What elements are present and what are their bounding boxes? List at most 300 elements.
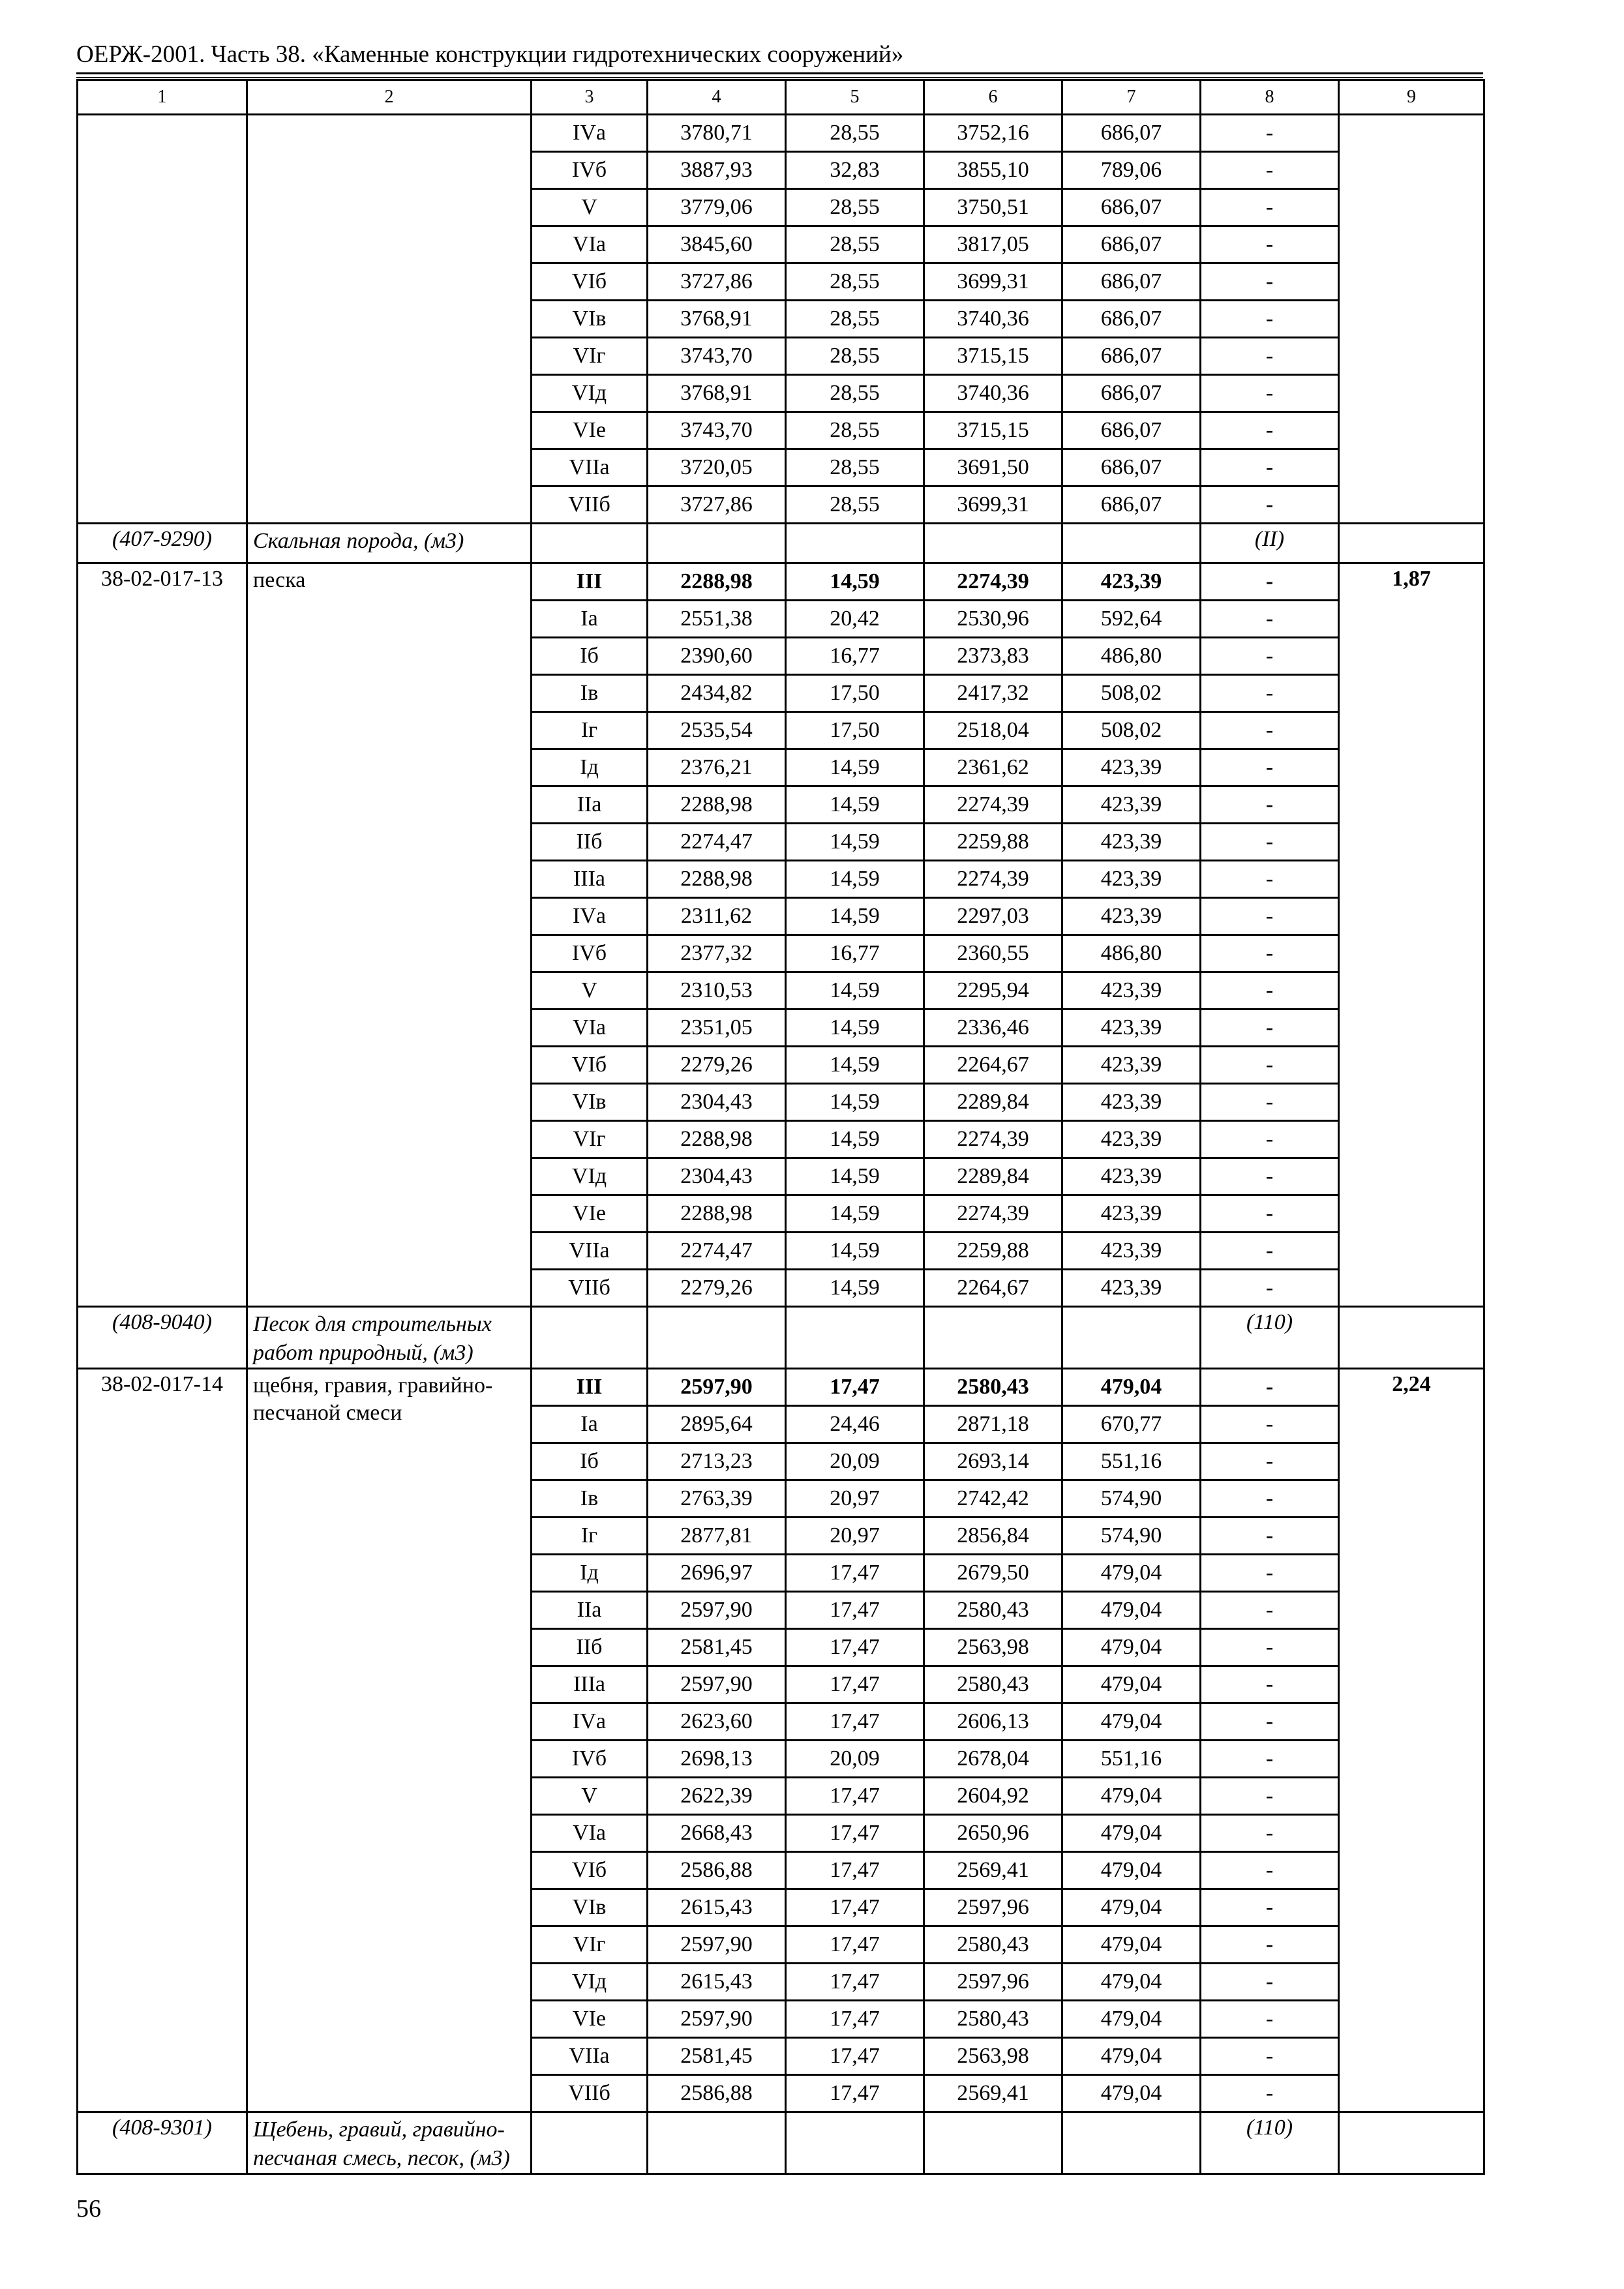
materials: - — [1201, 935, 1339, 972]
total-cost: 2551,38 — [648, 601, 786, 638]
total-cost: 2597,90 — [648, 1666, 786, 1703]
machine-cost: 3699,31 — [924, 263, 1062, 301]
total-cost: 2304,43 — [648, 1158, 786, 1195]
wages: 17,47 — [786, 1555, 924, 1592]
header-rule — [76, 72, 1483, 74]
wages: 14,59 — [786, 824, 924, 861]
zone-name: VIв — [532, 301, 648, 338]
wages: 17,47 — [786, 1778, 924, 1815]
zone-name: VIд — [532, 375, 648, 412]
machinist-wages: 574,90 — [1062, 1480, 1201, 1518]
zone-name: VIе — [532, 412, 648, 449]
machinist-wages: 479,04 — [1062, 1778, 1201, 1815]
materials: - — [1201, 1010, 1339, 1047]
machine-cost: 2289,84 — [924, 1158, 1062, 1195]
materials: - — [1201, 1926, 1339, 1964]
wages: 14,59 — [786, 749, 924, 786]
material-code: (408-9040) — [78, 1307, 247, 1369]
total-cost: 2615,43 — [648, 1964, 786, 2001]
machine-cost: 2569,41 — [924, 1852, 1062, 1889]
machine-cost: 2264,67 — [924, 1047, 1062, 1084]
materials: - — [1201, 861, 1339, 898]
header-rule-thin — [76, 77, 1483, 78]
zone-name: IVа — [532, 115, 648, 152]
materials: - — [1201, 263, 1339, 301]
machine-cost: 2742,42 — [924, 1480, 1062, 1518]
total-cost: 3779,06 — [648, 189, 786, 226]
materials: - — [1201, 786, 1339, 824]
machine-cost: 2530,96 — [924, 601, 1062, 638]
wages: 17,47 — [786, 1964, 924, 2001]
wages: 17,47 — [786, 2038, 924, 2075]
total-cost: 2376,21 — [648, 749, 786, 786]
zone-name: IIIа — [532, 861, 648, 898]
total-cost: 3887,93 — [648, 152, 786, 189]
total-cost: 2581,45 — [648, 2038, 786, 2075]
zone-name: IVб — [532, 935, 648, 972]
machinist-wages: 686,07 — [1062, 338, 1201, 375]
machine-cost: 2289,84 — [924, 1084, 1062, 1121]
total-cost: 2895,64 — [648, 1406, 786, 1443]
wages: 17,47 — [786, 1852, 924, 1889]
machinist-wages: 423,39 — [1062, 1233, 1201, 1270]
wages: 17,47 — [786, 2001, 924, 2038]
machinist-wages: 789,06 — [1062, 152, 1201, 189]
wages: 24,46 — [786, 1406, 924, 1443]
machinist-wages: 686,07 — [1062, 449, 1201, 486]
wages: 14,59 — [786, 972, 924, 1010]
total-cost: 2304,43 — [648, 1084, 786, 1121]
machinist-wages: 479,04 — [1062, 1815, 1201, 1852]
materials: - — [1201, 1121, 1339, 1158]
materials: - — [1201, 1852, 1339, 1889]
zone-name: III — [532, 563, 648, 601]
machine-cost: 2563,98 — [924, 1629, 1062, 1666]
total-cost: 2763,39 — [648, 1480, 786, 1518]
wages: 14,59 — [786, 786, 924, 824]
work-name: песка — [247, 563, 532, 1307]
materials: - — [1201, 1815, 1339, 1852]
machinist-wages: 479,04 — [1062, 2001, 1201, 2038]
total-cost: 3743,70 — [648, 412, 786, 449]
machine-cost: 2274,39 — [924, 1195, 1062, 1233]
wages: 14,59 — [786, 1195, 924, 1233]
wages: 17,47 — [786, 2075, 924, 2112]
materials: - — [1201, 1406, 1339, 1443]
materials: - — [1201, 115, 1339, 152]
machinist-wages: 479,04 — [1062, 1852, 1201, 1889]
column-number: 4 — [648, 80, 786, 115]
material-name: Песок для строительных работ природный, (м3) — [247, 1307, 532, 1369]
materials: - — [1201, 563, 1339, 601]
total-cost: 2713,23 — [648, 1443, 786, 1480]
machinist-wages: 423,39 — [1062, 824, 1201, 861]
wages: 28,55 — [786, 263, 924, 301]
machine-cost: 2274,39 — [924, 563, 1062, 601]
machine-cost: 2274,39 — [924, 786, 1062, 824]
zone-name: VIIб — [532, 1270, 648, 1307]
zone-name: IIIа — [532, 1666, 648, 1703]
zone-name: VIг — [532, 1926, 648, 1964]
machine-cost: 2580,43 — [924, 1369, 1062, 1406]
total-cost: 2288,98 — [648, 1121, 786, 1158]
machinist-wages: 670,77 — [1062, 1406, 1201, 1443]
machine-cost: 3740,36 — [924, 301, 1062, 338]
machine-cost: 2336,46 — [924, 1010, 1062, 1047]
work-name — [247, 115, 532, 524]
machine-cost: 3752,16 — [924, 115, 1062, 152]
machine-cost: 2361,62 — [924, 749, 1062, 786]
total-cost: 3727,86 — [648, 263, 786, 301]
zone-name: IVб — [532, 1741, 648, 1778]
wages: 14,59 — [786, 1121, 924, 1158]
price-code: 38-02-017-14 — [78, 1369, 247, 2112]
machinist-wages: 479,04 — [1062, 1629, 1201, 1666]
materials: - — [1201, 1195, 1339, 1233]
labor-coefficient: 1,87 — [1339, 563, 1484, 1307]
machinist-wages: 423,39 — [1062, 1047, 1201, 1084]
wages: 17,47 — [786, 1889, 924, 1926]
machine-cost: 3740,36 — [924, 375, 1062, 412]
wages: 14,59 — [786, 563, 924, 601]
machine-cost: 2259,88 — [924, 1233, 1062, 1270]
materials: - — [1201, 189, 1339, 226]
machinist-wages: 686,07 — [1062, 263, 1201, 301]
zone-name: IIб — [532, 824, 648, 861]
zone-name: VIд — [532, 1964, 648, 2001]
machine-cost: 3715,15 — [924, 338, 1062, 375]
column-number: 9 — [1339, 80, 1484, 115]
wages: 14,59 — [786, 1084, 924, 1121]
wages: 14,59 — [786, 1047, 924, 1084]
machinist-wages: 479,04 — [1062, 2038, 1201, 2075]
machine-cost: 2678,04 — [924, 1741, 1062, 1778]
machine-cost: 2295,94 — [924, 972, 1062, 1010]
wages: 17,50 — [786, 712, 924, 749]
zone-name: VIе — [532, 2001, 648, 2038]
machinist-wages: 423,39 — [1062, 786, 1201, 824]
zone-name: V — [532, 972, 648, 1010]
table-row — [78, 563, 1484, 601]
machine-cost: 2650,96 — [924, 1815, 1062, 1852]
materials: - — [1201, 375, 1339, 412]
total-cost: 2434,82 — [648, 675, 786, 712]
material-name: Скальная порода, (м3) — [247, 524, 532, 563]
wages: 20,97 — [786, 1480, 924, 1518]
machine-cost: 2693,14 — [924, 1443, 1062, 1480]
wages: 20,42 — [786, 601, 924, 638]
machine-cost: 2518,04 — [924, 712, 1062, 749]
zone-name: VIг — [532, 338, 648, 375]
wages: 28,55 — [786, 375, 924, 412]
machinist-wages: 423,39 — [1062, 861, 1201, 898]
empty-cell — [924, 2112, 1062, 2174]
total-cost: 2288,98 — [648, 1195, 786, 1233]
machine-cost: 3855,10 — [924, 152, 1062, 189]
materials: - — [1201, 301, 1339, 338]
machinist-wages: 423,39 — [1062, 1195, 1201, 1233]
materials: - — [1201, 638, 1339, 675]
empty-cell — [648, 524, 786, 563]
wages: 17,47 — [786, 1629, 924, 1666]
materials: - — [1201, 1964, 1339, 2001]
wages: 32,83 — [786, 152, 924, 189]
zone-name: VIв — [532, 1084, 648, 1121]
material-name: Щебень, гравий, гравийно-песчаная смесь, песок, (м3) — [247, 2112, 532, 2174]
table-row — [78, 115, 1484, 152]
materials: - — [1201, 712, 1339, 749]
machinist-wages: 479,04 — [1062, 1889, 1201, 1926]
machinist-wages: 686,07 — [1062, 375, 1201, 412]
materials: - — [1201, 1778, 1339, 1815]
machinist-wages: 508,02 — [1062, 712, 1201, 749]
zone-name: VIIа — [532, 449, 648, 486]
column-number: 8 — [1201, 80, 1339, 115]
zone-name: IVа — [532, 1703, 648, 1741]
zone-name: Iг — [532, 712, 648, 749]
table-row — [78, 1369, 1484, 1406]
zone-name: VIа — [532, 226, 648, 263]
total-cost: 2586,88 — [648, 1852, 786, 1889]
empty-cell — [1339, 1307, 1484, 1369]
wages: 16,77 — [786, 935, 924, 972]
total-cost: 2877,81 — [648, 1518, 786, 1555]
machine-cost: 2580,43 — [924, 1666, 1062, 1703]
machine-cost: 2580,43 — [924, 2001, 1062, 2038]
machine-cost: 3715,15 — [924, 412, 1062, 449]
materials: - — [1201, 1666, 1339, 1703]
wages: 28,55 — [786, 338, 924, 375]
wages: 28,55 — [786, 486, 924, 524]
total-cost: 2390,60 — [648, 638, 786, 675]
materials: - — [1201, 601, 1339, 638]
total-cost: 2288,98 — [648, 861, 786, 898]
total-cost: 3780,71 — [648, 115, 786, 152]
material-code: (408-9301) — [78, 2112, 247, 2174]
wages: 14,59 — [786, 1270, 924, 1307]
machinist-wages: 479,04 — [1062, 2075, 1201, 2112]
empty-cell — [786, 524, 924, 563]
machine-cost: 3750,51 — [924, 189, 1062, 226]
wages: 17,47 — [786, 1815, 924, 1852]
column-number: 7 — [1062, 80, 1201, 115]
wages: 28,55 — [786, 115, 924, 152]
machinist-wages: 486,80 — [1062, 638, 1201, 675]
machinist-wages: 686,07 — [1062, 486, 1201, 524]
machine-cost: 2360,55 — [924, 935, 1062, 972]
machinist-wages: 423,39 — [1062, 1010, 1201, 1047]
wages: 14,59 — [786, 1158, 924, 1195]
total-cost: 2623,60 — [648, 1703, 786, 1741]
zone-name: VIIа — [532, 2038, 648, 2075]
price-code — [78, 115, 247, 524]
machinist-wages: 686,07 — [1062, 115, 1201, 152]
total-cost: 2535,54 — [648, 712, 786, 749]
total-cost: 3768,91 — [648, 375, 786, 412]
total-cost: 2311,62 — [648, 898, 786, 935]
total-cost: 3720,05 — [648, 449, 786, 486]
wages: 14,59 — [786, 898, 924, 935]
zone-name: VIIб — [532, 2075, 648, 2112]
machine-cost: 2856,84 — [924, 1518, 1062, 1555]
wages: 14,59 — [786, 1010, 924, 1047]
materials: - — [1201, 1703, 1339, 1741]
wages: 17,47 — [786, 1592, 924, 1629]
machinist-wages: 479,04 — [1062, 1555, 1201, 1592]
wages: 20,09 — [786, 1443, 924, 1480]
machinist-wages: 479,04 — [1062, 1369, 1201, 1406]
wages: 28,55 — [786, 301, 924, 338]
machine-cost: 2417,32 — [924, 675, 1062, 712]
total-cost: 3768,91 — [648, 301, 786, 338]
machine-cost: 2563,98 — [924, 2038, 1062, 2075]
column-number: 5 — [786, 80, 924, 115]
total-cost: 3727,86 — [648, 486, 786, 524]
materials: - — [1201, 1592, 1339, 1629]
total-cost: 2581,45 — [648, 1629, 786, 1666]
materials: - — [1201, 824, 1339, 861]
machine-cost: 2597,96 — [924, 1889, 1062, 1926]
materials: - — [1201, 1480, 1339, 1518]
wages: 17,50 — [786, 675, 924, 712]
empty-cell — [1062, 1307, 1201, 1369]
machine-cost: 2679,50 — [924, 1555, 1062, 1592]
machine-cost: 2580,43 — [924, 1592, 1062, 1629]
material-row — [78, 524, 1484, 563]
wages: 28,55 — [786, 449, 924, 486]
zone-name: IVа — [532, 898, 648, 935]
zone-name: IIа — [532, 1592, 648, 1629]
empty-cell — [1062, 524, 1201, 563]
zone-name: IIа — [532, 786, 648, 824]
machine-cost: 2871,18 — [924, 1406, 1062, 1443]
material-group: (110) — [1201, 2112, 1339, 2174]
labor-coefficient: 2,24 — [1339, 1369, 1484, 2112]
materials: - — [1201, 1158, 1339, 1195]
material-row — [78, 2112, 1484, 2174]
zone-name: VIа — [532, 1010, 648, 1047]
wages: 20,09 — [786, 1741, 924, 1778]
zone-name: III — [532, 1369, 648, 1406]
wages: 28,55 — [786, 226, 924, 263]
zone-name: VIе — [532, 1195, 648, 1233]
total-cost: 2668,43 — [648, 1815, 786, 1852]
machinist-wages: 423,39 — [1062, 1270, 1201, 1307]
wages: 28,55 — [786, 189, 924, 226]
materials: - — [1201, 1889, 1339, 1926]
wages: 14,59 — [786, 861, 924, 898]
machinist-wages: 423,39 — [1062, 1121, 1201, 1158]
zone-name: Iа — [532, 1406, 648, 1443]
materials: - — [1201, 972, 1339, 1010]
materials: - — [1201, 1518, 1339, 1555]
total-cost: 2279,26 — [648, 1270, 786, 1307]
materials: - — [1201, 1047, 1339, 1084]
materials: - — [1201, 1629, 1339, 1666]
materials: - — [1201, 152, 1339, 189]
total-cost: 2274,47 — [648, 1233, 786, 1270]
materials: - — [1201, 1555, 1339, 1592]
machine-cost: 2274,39 — [924, 1121, 1062, 1158]
machinist-wages: 551,16 — [1062, 1443, 1201, 1480]
total-cost: 2310,53 — [648, 972, 786, 1010]
machine-cost: 3691,50 — [924, 449, 1062, 486]
column-number: 3 — [532, 80, 648, 115]
machinist-wages: 479,04 — [1062, 1592, 1201, 1629]
empty-cell — [532, 1307, 648, 1369]
wages: 14,59 — [786, 1233, 924, 1270]
material-group: (110) — [1201, 1307, 1339, 1369]
zone-name: IVб — [532, 152, 648, 189]
machinist-wages: 423,39 — [1062, 1158, 1201, 1195]
total-cost: 2586,88 — [648, 2075, 786, 2112]
zone-name: IIб — [532, 1629, 648, 1666]
empty-cell — [648, 2112, 786, 2174]
wages: 17,47 — [786, 1703, 924, 1741]
materials: - — [1201, 1084, 1339, 1121]
machinist-wages: 423,39 — [1062, 898, 1201, 935]
total-cost: 2698,13 — [648, 1741, 786, 1778]
total-cost: 3743,70 — [648, 338, 786, 375]
materials: - — [1201, 338, 1339, 375]
materials: - — [1201, 1270, 1339, 1307]
zone-name: VIа — [532, 1815, 648, 1852]
machine-cost: 3699,31 — [924, 486, 1062, 524]
machine-cost: 2297,03 — [924, 898, 1062, 935]
machine-cost: 2580,43 — [924, 1926, 1062, 1964]
materials: - — [1201, 2001, 1339, 2038]
zone-name: VIIа — [532, 1233, 648, 1270]
total-cost: 2597,90 — [648, 1926, 786, 1964]
total-cost: 3845,60 — [648, 226, 786, 263]
zone-name: Iд — [532, 1555, 648, 1592]
machinist-wages: 423,39 — [1062, 972, 1201, 1010]
work-name: щебня, гравия, гравийно-песчаной смеси — [247, 1369, 532, 2112]
total-cost: 2622,39 — [648, 1778, 786, 1815]
empty-cell — [786, 1307, 924, 1369]
wages: 16,77 — [786, 638, 924, 675]
machinist-wages: 479,04 — [1062, 1703, 1201, 1741]
machine-cost: 2569,41 — [924, 2075, 1062, 2112]
zone-name: VIд — [532, 1158, 648, 1195]
materials: - — [1201, 749, 1339, 786]
wages: 17,47 — [786, 1666, 924, 1703]
zone-name: Iв — [532, 675, 648, 712]
machine-cost: 2606,13 — [924, 1703, 1062, 1741]
zone-name: VIб — [532, 1852, 648, 1889]
prices-table — [76, 79, 1485, 2175]
materials: - — [1201, 1369, 1339, 1406]
machinist-wages: 479,04 — [1062, 1666, 1201, 1703]
zone-name: VIг — [532, 1121, 648, 1158]
machinist-wages: 486,80 — [1062, 935, 1201, 972]
column-numbers-row — [78, 80, 1484, 115]
total-cost: 2696,97 — [648, 1555, 786, 1592]
total-cost: 2615,43 — [648, 1889, 786, 1926]
labor-coefficient — [1339, 115, 1484, 524]
materials: - — [1201, 2075, 1339, 2112]
machine-cost: 2597,96 — [924, 1964, 1062, 2001]
materials: - — [1201, 2038, 1339, 2075]
empty-cell — [924, 524, 1062, 563]
machinist-wages: 686,07 — [1062, 412, 1201, 449]
total-cost: 2377,32 — [648, 935, 786, 972]
zone-name: Iг — [532, 1518, 648, 1555]
materials: - — [1201, 449, 1339, 486]
materials: - — [1201, 1741, 1339, 1778]
price-code: 38-02-017-13 — [78, 563, 247, 1307]
empty-cell — [924, 1307, 1062, 1369]
